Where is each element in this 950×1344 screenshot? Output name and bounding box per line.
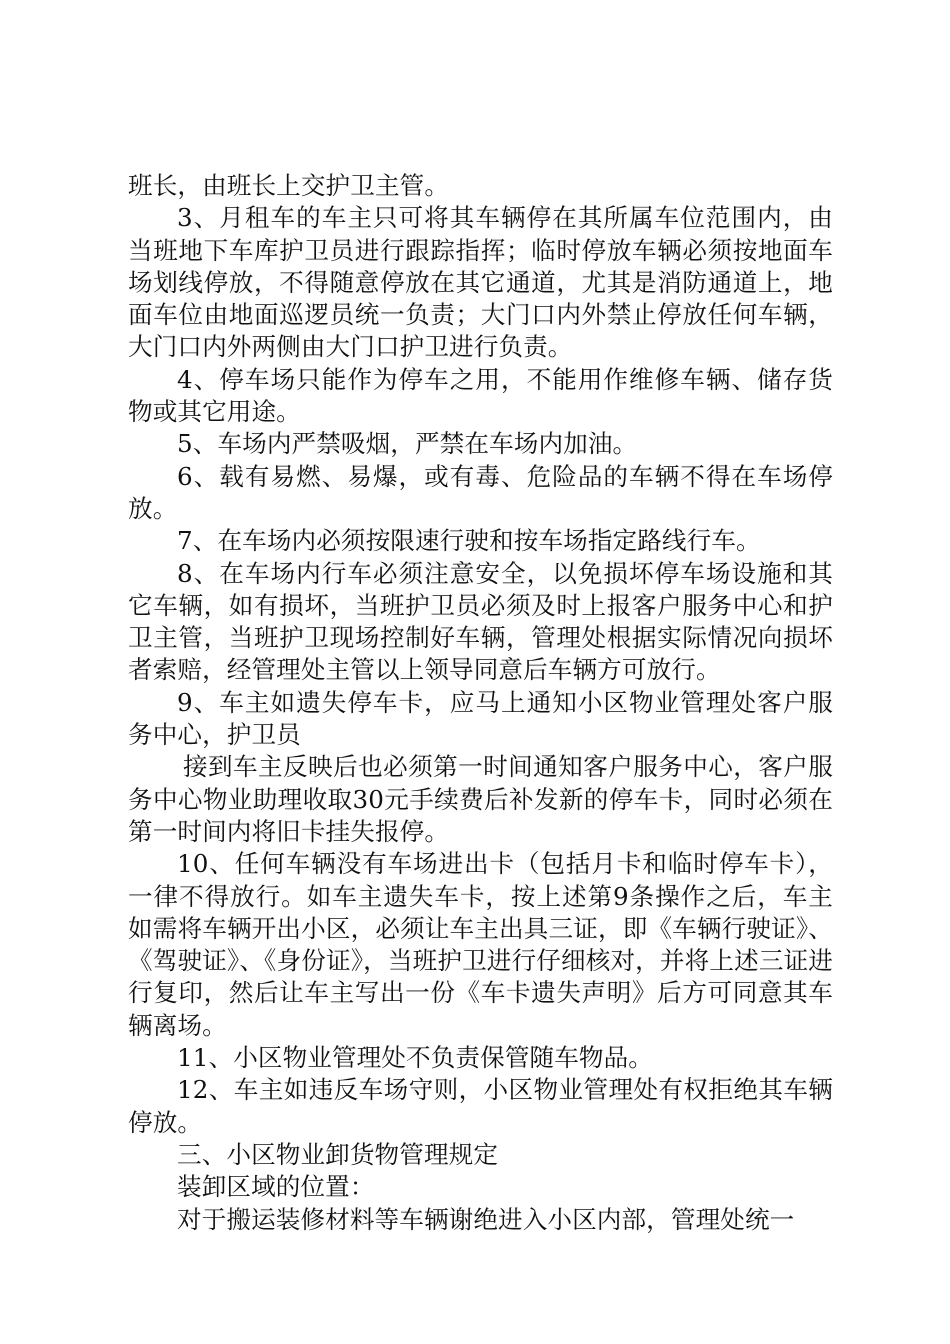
paragraph-rule-6: 6、载有易燃、易爆，或有毒、危险品的车辆不得在车场停放。	[128, 461, 833, 523]
paragraph-rule-3: 3、月租车的车主只可将其车辆停在其所属车位范围内，由当班地下车库护卫员进行跟踪指挥；临时停放车辆必须按地面车场划线停放，不得随意停放在其它通道，尤其是消防通道上，地面车位由地面巡逻员统一负责；大门口内外禁止停放任何车辆，大门口内外两侧由大门口护卫进行负责。	[128, 203, 833, 362]
paragraph-rule-9-continued: 接到车主反映后也必须第一时间通知客户服务中心，客户服务中心物业助理收取30元手续费后补发新的停车卡，同时必须在第一时间内将旧卡挂失报停。	[128, 752, 833, 846]
paragraph-rule-11: 11、小区物业管理处不负责保管随车物品。	[177, 1043, 653, 1073]
subheading-loading-area: 装卸区域的位置：	[177, 1172, 375, 1202]
paragraph-rule-7: 7、在车场内必须按限速行驶和按车场指定路线行车。	[177, 526, 761, 556]
section-heading: 三、小区物业卸货物管理规定	[177, 1139, 499, 1169]
paragraph-rule-12: 12、车主如违反车场守则，小区物业管理处有权拒绝其车辆停放。	[128, 1075, 833, 1137]
paragraph-rule-9: 9、车主如遗失停车卡，应马上通知小区物业管理处客户服务中心，护卫员	[128, 687, 833, 750]
paragraph-rule-10: 10、任何车辆没有车场进出卡（包括月卡和临时停车卡），一律不得放行。如车主遗失车卡，按上述第9条操作之后，车主如需将车辆开出小区，必须让车主出具三证，即《车辆行驶证》、《驾驶证》、《身份证》，当班护卫进行仔细核对，并将上述三证进行复印，然后让车主写出一份《车卡遗失声明》后方可同意其车辆离场。	[128, 849, 833, 1040]
document-body	[128, 170, 833, 1236]
paragraph-rule-8: 8、在车场内行车必须注意安全，以免损坏停车场设施和其它车辆，如有损坏，当班护卫员必须及时上报客户服务中心和护卫主管，当班护卫现场控制好车辆，管理处根据实际情况向损坏者索赔，经管理处主管以上领导同意后车辆方可放行。	[128, 558, 833, 685]
paragraph-1: 班长，由班长上交护卫主管。	[128, 171, 450, 200]
paragraph-rule-4: 4、停车场只能作为停车之用，不能用作维修车辆、储存货物或其它用途。	[128, 364, 833, 427]
paragraph-loading-vehicles: 对于搬运装修材料等车辆谢绝进入小区内部，管理处统一	[177, 1204, 795, 1234]
paragraph-rule-5: 5、车场内严禁吸烟，严禁在车场内加油。	[177, 429, 638, 459]
